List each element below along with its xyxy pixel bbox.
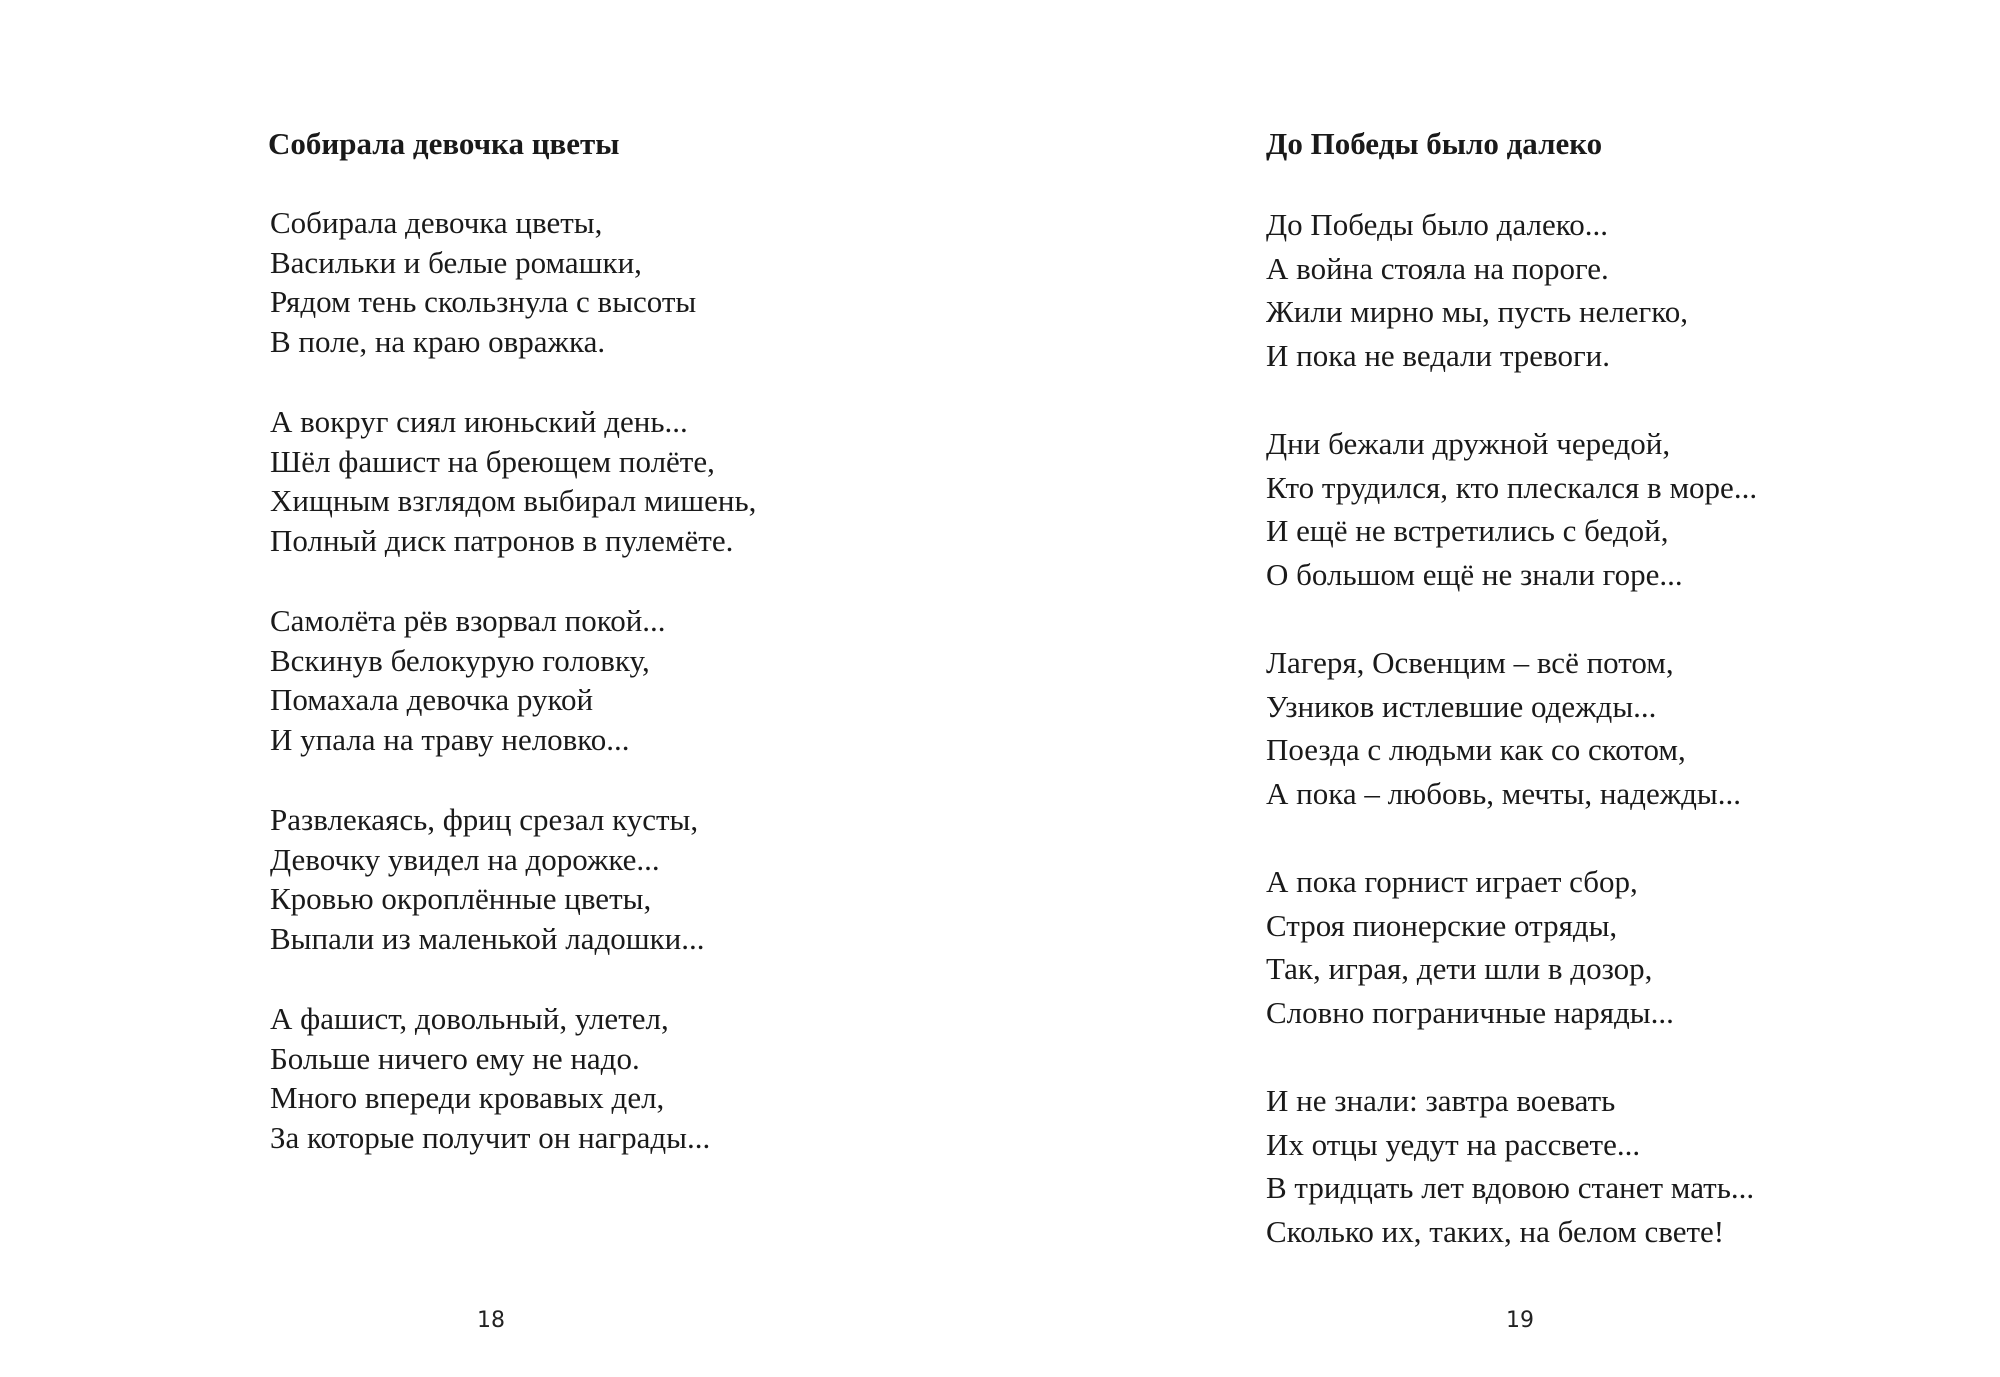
poem-line: Помахала девочка рукой <box>270 682 594 717</box>
poem-line: Кто трудился, кто плескался в море... <box>1266 469 1758 505</box>
poem-line: В поле, на краю овражка. <box>270 323 606 359</box>
poem-line: Строя пионерские отряды, <box>1266 907 1618 943</box>
poem-title: Собирала девочка цветы <box>268 126 620 161</box>
poem-line: Словно пограничные наряды... <box>1266 994 1674 1030</box>
poem-line: Узников истлевшие одежды... <box>1266 688 1657 724</box>
poem-line: А фашист, довольный, улетел, <box>270 1001 669 1036</box>
page-number: 18 <box>477 1308 505 1333</box>
stanza <box>1266 860 1757 1034</box>
poem-line: И не знали: завтра воевать <box>1266 1083 1616 1118</box>
poem-line: Девочку увидел на дорожке... <box>270 841 660 877</box>
poem-line: Хищным взглядом выбирал мишень, <box>270 483 757 518</box>
poem-line: Больше ничего ему не надо. <box>270 1040 640 1076</box>
poem-line: О большом ещё не знали горе... <box>1266 556 1683 592</box>
right-page <box>1000 0 2000 1377</box>
poem-line: Полный диск патронов в пулемёте. <box>270 522 734 558</box>
poem-line: Выпали из маленькой ладошки... <box>270 920 705 956</box>
poem-line: И упала на траву неловко... <box>270 721 630 757</box>
poem-line: А пока – любовь, мечты, надежды... <box>1266 775 1741 811</box>
poem-line: И ещё не встретились с бедой, <box>1266 513 1669 548</box>
poem-line: Вскинув белокурую головку, <box>270 642 650 678</box>
stanza <box>1266 641 1757 815</box>
poem-line: А вокруг сиял июньский день... <box>270 404 688 439</box>
stanza <box>270 800 756 958</box>
page-number: 19 <box>1506 1308 1534 1333</box>
poem-line: Дни бежали дружной чередой, <box>1266 426 1671 461</box>
poem-line: Васильки и белые ромашки, <box>270 244 642 280</box>
poem-line: Собирала девочка цветы, <box>270 205 603 240</box>
poem-line: До Победы было далеко... <box>1266 207 1608 242</box>
stanza <box>270 203 756 361</box>
poem-line: За которые получит он награды... <box>270 1119 711 1155</box>
poem-line: Самолёта рёв взорвал покой... <box>270 603 666 638</box>
poem-line: А пока горнист играет сбор, <box>1266 864 1638 899</box>
stanza <box>1266 422 1757 596</box>
poem-body <box>270 203 756 1157</box>
stanza <box>270 601 756 759</box>
poem-line: В тридцать лет вдовою станет мать... <box>1266 1170 1755 1205</box>
poem-line: Развлекаясь, фриц срезал кусты, <box>270 802 699 837</box>
stanza <box>1266 203 1757 377</box>
poem-line: Кровью окроплённые цветы, <box>270 881 652 916</box>
poem-line: Шёл фашист на бреющем полёте, <box>270 443 715 479</box>
stanza <box>1266 1079 1757 1253</box>
poem-line: Поезда с людьми как со скотом, <box>1266 732 1686 767</box>
stanza <box>270 402 756 560</box>
poem-line: Много впереди кровавых дел, <box>270 1080 665 1115</box>
poem-line: Их отцы уедут на рассвете... <box>1266 1126 1641 1162</box>
stanza <box>270 999 756 1157</box>
poem-line: Жили мирно мы, пусть нелегко, <box>1266 294 1688 329</box>
poem-line: И пока не ведали тревоги. <box>1266 337 1611 373</box>
poem-line: Рядом тень скользнула с высоты <box>270 284 697 319</box>
poem-line: Сколько их, таких, на белом свете! <box>1266 1213 1725 1249</box>
poem-title: До Победы было далеко <box>1266 126 1603 161</box>
poem-body <box>1266 203 1757 1253</box>
poem-line: Лагеря, Освенцим – всё потом, <box>1266 645 1674 680</box>
poem-line: Так, играя, дети шли в дозор, <box>1266 951 1653 986</box>
poem-line: А война стояла на пороге. <box>1266 250 1609 286</box>
